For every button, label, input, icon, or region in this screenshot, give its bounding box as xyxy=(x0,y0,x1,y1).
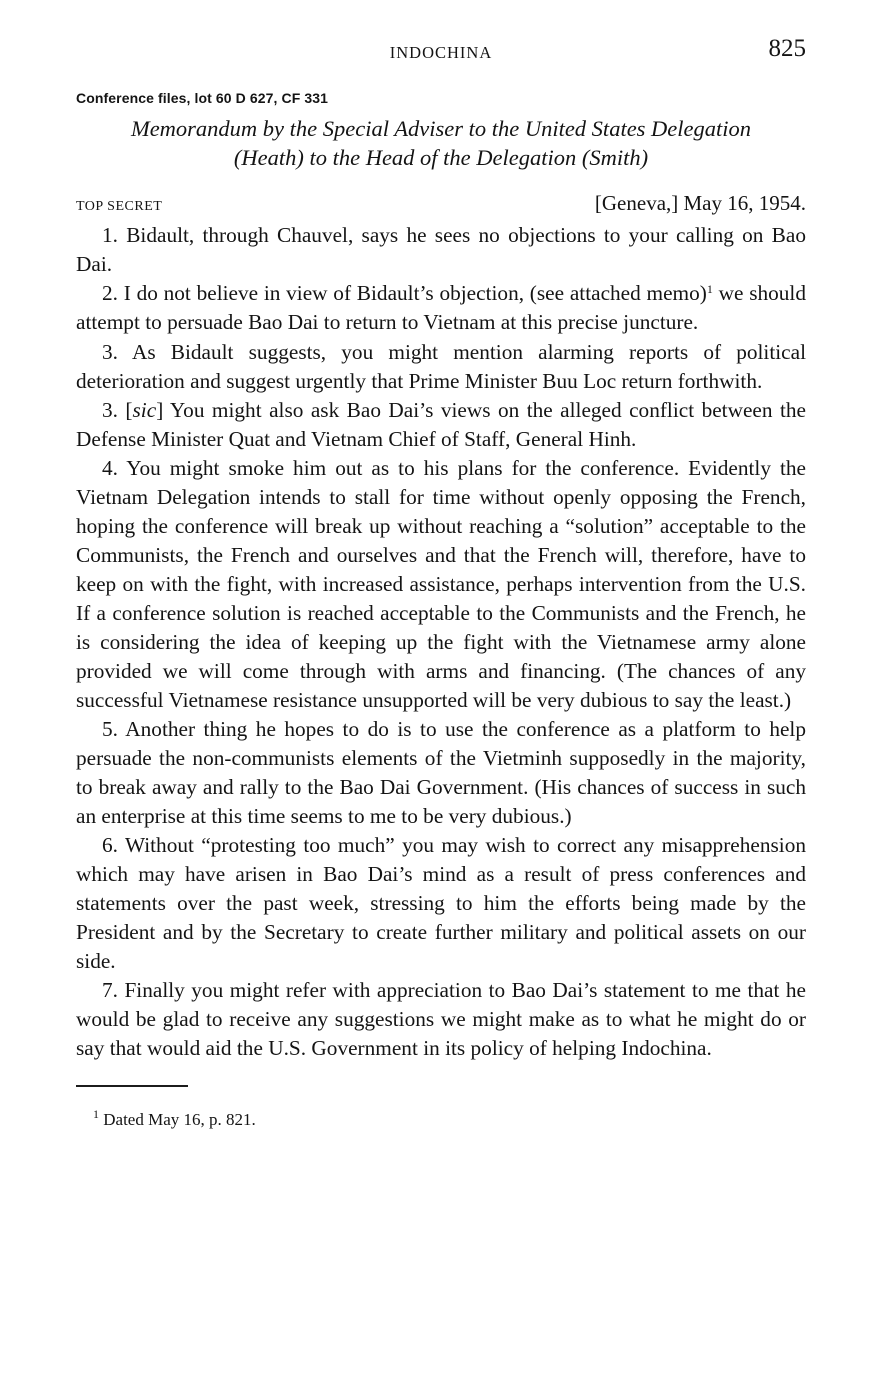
paragraph-1: 1. Bidault, through Chauvel, says he sees no objections to your calling on Bao Dai. xyxy=(76,223,806,276)
paragraph-4: 4. You might smoke him out as to his plans for the conference. Evidently the Vietnam Delegation intends to stall for time without openly opposing the French, hoping the conference will break up without reaching a “solution” acceptable to the Communists, the French and ourselves and that the French will, therefore, have to keep on with the fight, with increased assistance, perhaps intervention from the U.S. If a conference solution is reached acceptable to the Communists and the French, he is considering the idea of keeping up the fight with the Vietnamese army alone provided we will come through with arms and financing. (The chances of any successful Vietnamese resistance unsupported will be very dubious to say the least.) xyxy=(76,456,806,712)
document-title-line-2: (Heath) to the Head of the Delegation (Smith) xyxy=(233,145,649,170)
footnote-reference: 1 xyxy=(706,282,713,297)
classification-label: TOP SECRET xyxy=(76,199,163,214)
document-title-line-1: Memorandum by the Special Adviser to the United States Delegation xyxy=(130,116,752,141)
source-citation: Conference files, lot 60 D 627, CF 331 xyxy=(76,90,329,106)
paragraph-2 xyxy=(76,279,806,337)
paragraph-5: 5. Another thing he hopes to do is to use the conference as a platform to help persuade the non-communists elements of the Vietminh supposedly in the majority, to break away and rally to the Bao Dai Government. (His chances of success in such an enterprise at this time seems to me to be very dubious.) xyxy=(76,716,806,828)
page-number: 825 xyxy=(768,35,806,62)
running-head xyxy=(76,30,806,70)
paragraph-2-text-b: we should attempt to persuade Bao Dai to return to Vietnam at this precise juncture. xyxy=(76,281,806,335)
footnote-text: Dated May 16, p. 821. xyxy=(99,1109,256,1129)
document-meta xyxy=(76,191,806,216)
paragraph-3b-text-b: ] You might also ask Bao Dai’s views on the alleged conflict between the Defense Minister Quat and Vietnam Chief of Staff, General Hinh. xyxy=(76,397,806,451)
paragraph-3b-text-a: 3. [ xyxy=(102,397,133,422)
paragraph-7: 7. Finally you might refer with appreciation to Bao Dai’s statement to me that he would be glad to receive any suggestions we might make as to what he might do or say that would aid the U.S. Government in its policy of helping Indochina. xyxy=(76,978,806,1060)
paragraph-2-text-a: 2. I do not believe in view of Bidault’s objection, (see attached memo) xyxy=(102,281,707,306)
footnote xyxy=(93,1106,806,1130)
memo-body xyxy=(76,221,806,1063)
document-title xyxy=(76,114,806,172)
paragraph-3b xyxy=(76,396,806,454)
paragraph-6: 6. Without “protesting too much” you may wish to correct any misapprehension which may have arisen in Bao Dai’s mind as a result of press conferences and statements over the past week, stressing to him the efforts being made by the President and by the Secretary to create further military and political assets on our side. xyxy=(76,833,806,973)
footnote-divider xyxy=(76,1085,188,1087)
document-page xyxy=(76,30,806,1130)
paragraph-3: 3. As Bidault suggests, you might mention alarming reports of political deterioration and suggest urgently that Prime Minister Buu Loc return forthwith. xyxy=(76,339,806,393)
running-title: INDOCHINA xyxy=(389,43,493,62)
place-date: [Geneva,] May 16, 1954. xyxy=(594,191,806,215)
sic-marker: sic xyxy=(132,397,157,422)
footnote-mark: 1 xyxy=(93,1106,99,1121)
